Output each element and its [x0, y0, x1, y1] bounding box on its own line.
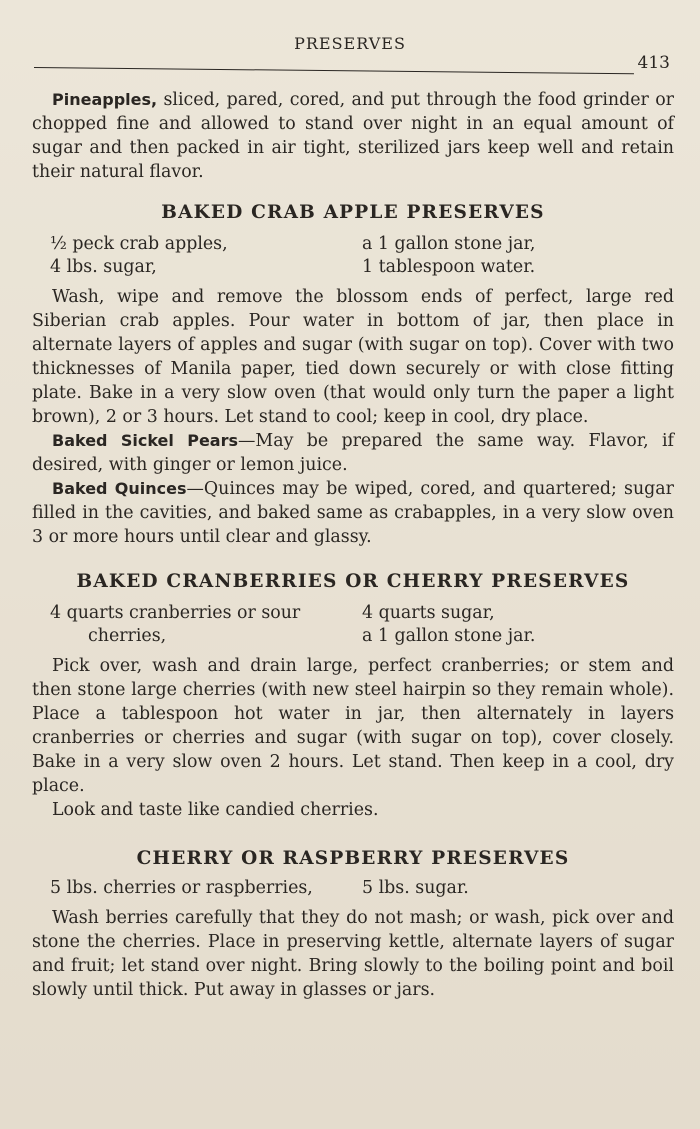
- ingredient: 5 lbs. cherries or raspberries,: [50, 878, 313, 898]
- ingredient: 4 quarts cranberries or sour: [50, 603, 301, 623]
- ingredient: a 1 gallon stone jar.: [362, 626, 536, 646]
- quinces-paragraph: [32, 477, 674, 549]
- quinces-text: —Quinces may be wiped, cored, and quartered; sugar filled in the cavities, and baked same as crabapples, in a very slow oven 3 or more hours until clear and glassy.: [32, 479, 674, 547]
- cherry-raspberry-method: Wash berries carefully that they do not mash; or wash, pick over and stone the cherries. Place in preserving kettle, alternate layers of sugar and fruit; let stand over night. Bring slowly to the boiling point and boil slowly until thick. Put away in glasses or jars.: [32, 908, 674, 1000]
- pineapple-lead: Pineapples,: [52, 90, 158, 109]
- pears-text: —May be prepared the same way. Flavor, if desired, with ginger or lemon juice.: [32, 431, 674, 475]
- pears-paragraph: [32, 429, 674, 477]
- cherry-raspberry-heading: CHERRY OR RASPBERRY PRESERVES: [136, 848, 570, 869]
- crab-apple-method: Wash, wipe and remove the blossom ends of perfect, large red Siberian crab apples. Pour water in bottom of jar, then place in alternate layers of apples and sugar (with sugar on top). Cover with two thicknesses of Manila paper, tied down securely or with close fitting plate. Bake in a very slow oven (that would only turn the paper a light brown), 2 or 3 hours. Let stand to cool; keep in cool, dry place.: [32, 287, 674, 427]
- ingredient: ½ peck crab apples,: [50, 234, 228, 254]
- crab-apple-heading: BAKED CRAB APPLE PRESERVES: [161, 202, 545, 223]
- page-content: [32, 88, 674, 1002]
- cranberry-heading: BAKED CRANBERRIES OR CHERRY PRESERVES: [76, 571, 630, 592]
- quinces-lead: Baked Quinces: [52, 479, 187, 498]
- crab-apple-ingredients: [32, 233, 674, 279]
- ingredient: 4 lbs. sugar,: [50, 257, 157, 277]
- ingredient: 5 lbs. sugar.: [362, 878, 469, 898]
- ingredient: a 1 gallon stone jar,: [362, 234, 536, 254]
- pineapple-paragraph: [32, 88, 674, 184]
- header-rule: [34, 67, 634, 74]
- cranberry-note: Look and taste like candied cherries.: [52, 800, 379, 820]
- running-head: PRESERVES: [294, 34, 406, 53]
- pineapple-text: sliced, pared, cored, and put through the food grinder or chopped fine and allowed to stand over night in an equal amount of sugar and then packed in air tight, sterilized jars keep well and retain their natural flavor.: [32, 90, 674, 182]
- ingredient: cherries,: [88, 626, 167, 646]
- ingredient: 1 tablespoon water.: [362, 257, 536, 277]
- cranberry-ingredients: [32, 602, 674, 648]
- ingredient: 4 quarts sugar,: [362, 603, 495, 623]
- page-number: 413: [637, 53, 670, 73]
- cherry-raspberry-ingredients: [32, 877, 674, 900]
- pears-lead: Baked Sickel Pears: [52, 431, 239, 450]
- cranberry-method: Pick over, wash and drain large, perfect cranberries; or stem and then stone large cherries (with new steel hairpin so they remain whole). Place a tablespoon hot water in jar, then alternately in layers cranberries or cherries and sugar (with sugar on top), cover closely. Bake in a very slow oven 2 hours. Let stand. Then keep in a cool, dry place.: [32, 656, 674, 796]
